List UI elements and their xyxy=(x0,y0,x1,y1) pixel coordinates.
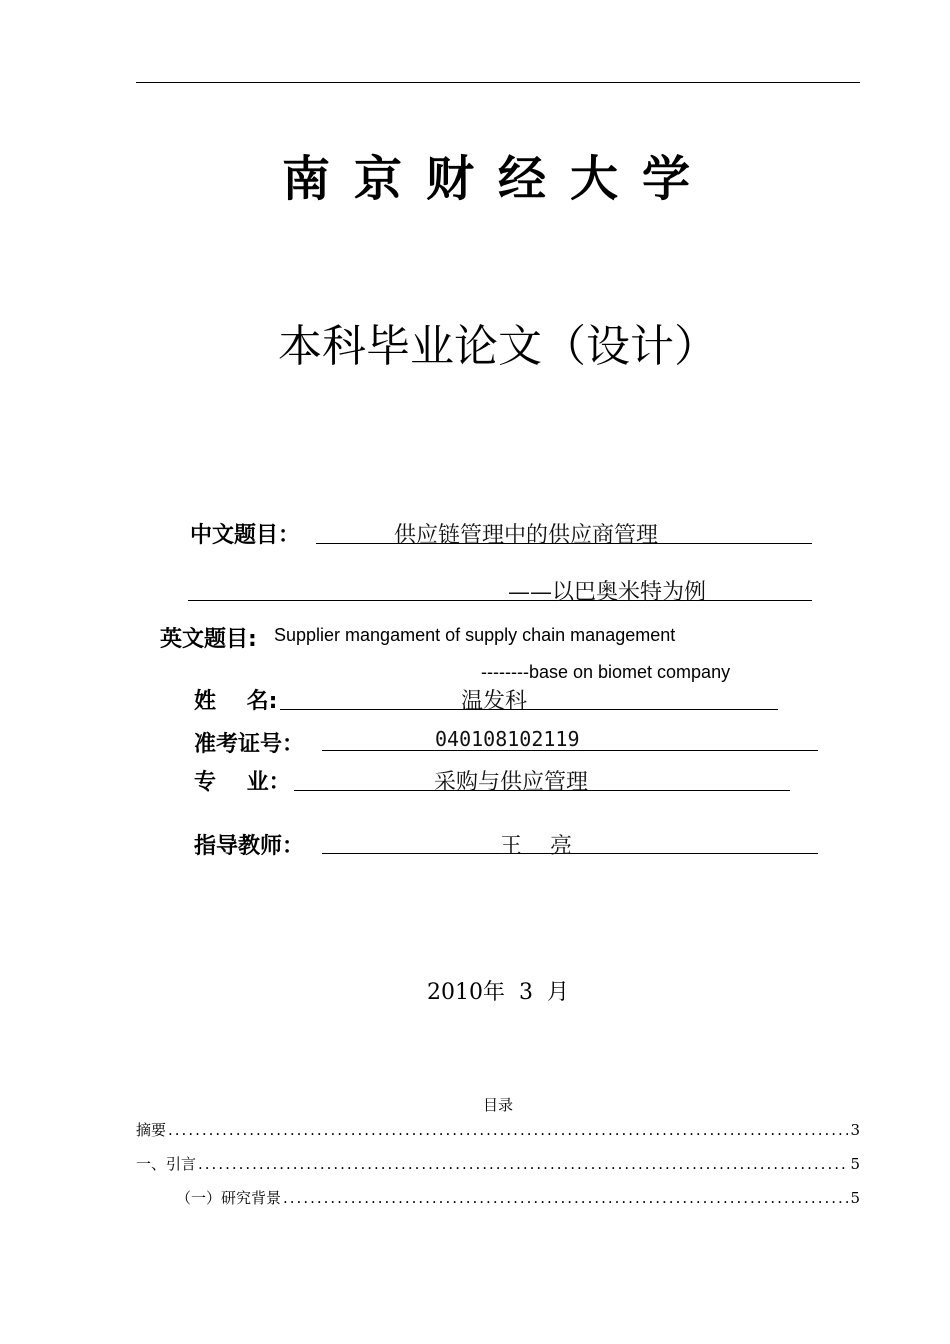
name-value: 温发科 xyxy=(461,689,528,714)
name-underline xyxy=(280,709,778,710)
advisor-value: 王 亮 xyxy=(500,834,572,859)
toc-entry-page: 5 xyxy=(850,1189,860,1207)
toc-entry[interactable] xyxy=(176,1187,860,1208)
cn-title-label: 中文题目： xyxy=(190,523,301,548)
university-name: 南京财经大学 xyxy=(281,151,714,207)
advisor-label: 指导教师： xyxy=(194,834,305,859)
toc-entry-label: 摘要 xyxy=(136,1121,167,1139)
toc-entry-page: 3 xyxy=(850,1121,860,1139)
toc-entry[interactable] xyxy=(136,1153,860,1174)
cn-title-line2: ——以巴奥米特为例 xyxy=(508,580,707,605)
major-label: 专 业： xyxy=(194,770,291,795)
toc-title: 目录 xyxy=(482,1096,513,1114)
major-value: 采购与供应管理 xyxy=(434,770,589,795)
toc-leader-dots xyxy=(168,1121,848,1139)
en-title-line1: Supplier mangament of supply chain management xyxy=(274,625,676,645)
submission-date: 2010年 3 月 xyxy=(427,980,569,1005)
toc-entry-page: 5 xyxy=(850,1155,860,1173)
cn-title-line1: 供应链管理中的供应商管理 xyxy=(394,523,659,548)
toc-entry-label: （一）研究背景 xyxy=(176,1189,282,1207)
toc-leader-dots xyxy=(283,1189,848,1207)
student-id-label: 准考证号： xyxy=(194,732,305,757)
student-id-value: 040108102119 xyxy=(435,727,580,751)
toc-leader-dots xyxy=(198,1155,848,1173)
name-label: 姓 名: xyxy=(194,689,278,714)
toc-entry-label: 一、引言 xyxy=(136,1155,197,1173)
toc-entry[interactable] xyxy=(136,1119,860,1140)
cn-title-underline-2 xyxy=(188,600,812,601)
en-title-line2: --------base on biomet company xyxy=(481,662,731,682)
header-rule xyxy=(136,82,860,83)
thesis-type-title: 本科毕业论文（设计） xyxy=(278,321,718,372)
en-title-label: 英文题目: xyxy=(160,627,257,652)
